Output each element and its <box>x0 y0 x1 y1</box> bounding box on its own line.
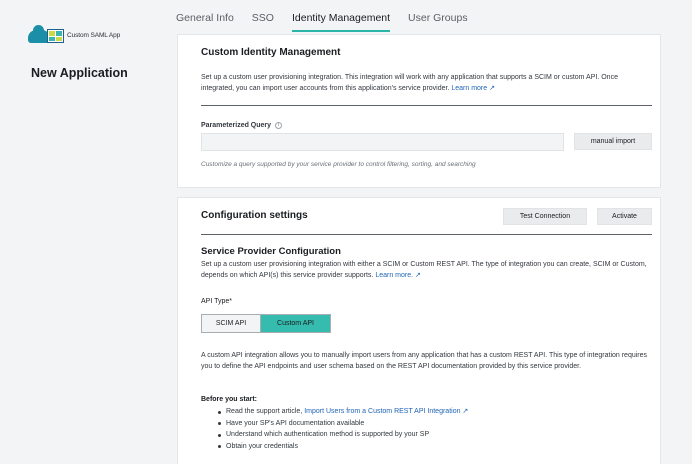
cloud-grid-logo-icon <box>28 27 64 43</box>
query-help-text: Customize a query supported by your service provider to control filtering, sorting, and searching <box>201 161 476 168</box>
custom-api-description: A custom API integration allows you to manually import users from any application that has a custom REST API. This type of integration requires you to define the API endpoints and user schema based on the REST API documentation provided by this service provider. <box>201 352 648 370</box>
info-icon[interactable]: i <box>275 122 282 129</box>
identity-management-card <box>177 34 661 188</box>
support-article-prefix: Read the support article, <box>226 408 305 415</box>
configuration-settings-title: Configuration settings <box>201 210 308 221</box>
service-provider-config-title: Service Provider Configuration <box>201 246 341 257</box>
parameterized-query-label-text: Parameterized Query <box>201 122 272 129</box>
list-item: Obtain your credentials <box>218 441 468 453</box>
before-you-start-list <box>218 406 468 452</box>
sp-description-text: Set up a custom user provisioning integration with either a SCIM or Custom REST API. The type of integration you can create, SCIM or Custom, depends on which API(s) this service provider supports. <box>201 261 647 279</box>
list-item: Understand which authentication method is supported by your SP <box>218 429 468 441</box>
list-item <box>218 406 468 418</box>
parameterized-query-label <box>201 122 282 129</box>
before-you-start-title: Before you start: <box>201 396 258 403</box>
list-item: Have your SP's API documentation available <box>218 418 468 430</box>
section-divider <box>201 234 652 235</box>
tab-sso[interactable]: SSO <box>251 12 274 24</box>
tab-identity-management[interactable]: Identity Management <box>292 12 390 30</box>
learn-more-link[interactable]: Learn more ↗ <box>451 85 495 92</box>
tab-general-info[interactable]: General Info <box>176 12 234 24</box>
scim-api-option[interactable]: SCIM API <box>202 315 261 332</box>
custom-api-option[interactable]: Custom API <box>261 315 330 332</box>
tab-bar <box>176 12 468 30</box>
activate-button[interactable]: Activate <box>597 208 652 225</box>
app-logo-text: Custom SAML App <box>67 31 121 39</box>
service-provider-config-description <box>201 259 656 281</box>
identity-card-title: Custom Identity Management <box>201 47 341 58</box>
section-divider <box>201 105 652 106</box>
test-connection-button[interactable]: Test Connection <box>503 208 587 225</box>
sp-learn-more-link[interactable]: Learn more. ↗ <box>375 272 421 279</box>
manual-import-button[interactable]: manual import <box>574 133 652 150</box>
page-title: New Application <box>31 66 128 80</box>
configuration-settings-card <box>177 197 661 464</box>
identity-description-text: Set up a custom user provisioning integration. This integration will work with any application that supports a SCIM or custom API. Once integrated, you can import user accounts from this application's service provider. <box>201 74 618 92</box>
api-type-label: API Type* <box>201 298 233 305</box>
support-article-link[interactable]: Import Users from a Custom REST API Integration ↗ <box>304 408 469 415</box>
parameterized-query-input[interactable] <box>201 133 564 151</box>
tab-user-groups[interactable]: User Groups <box>408 12 468 24</box>
identity-card-description <box>201 72 652 94</box>
api-type-selector <box>201 314 331 333</box>
app-logo <box>28 27 120 43</box>
